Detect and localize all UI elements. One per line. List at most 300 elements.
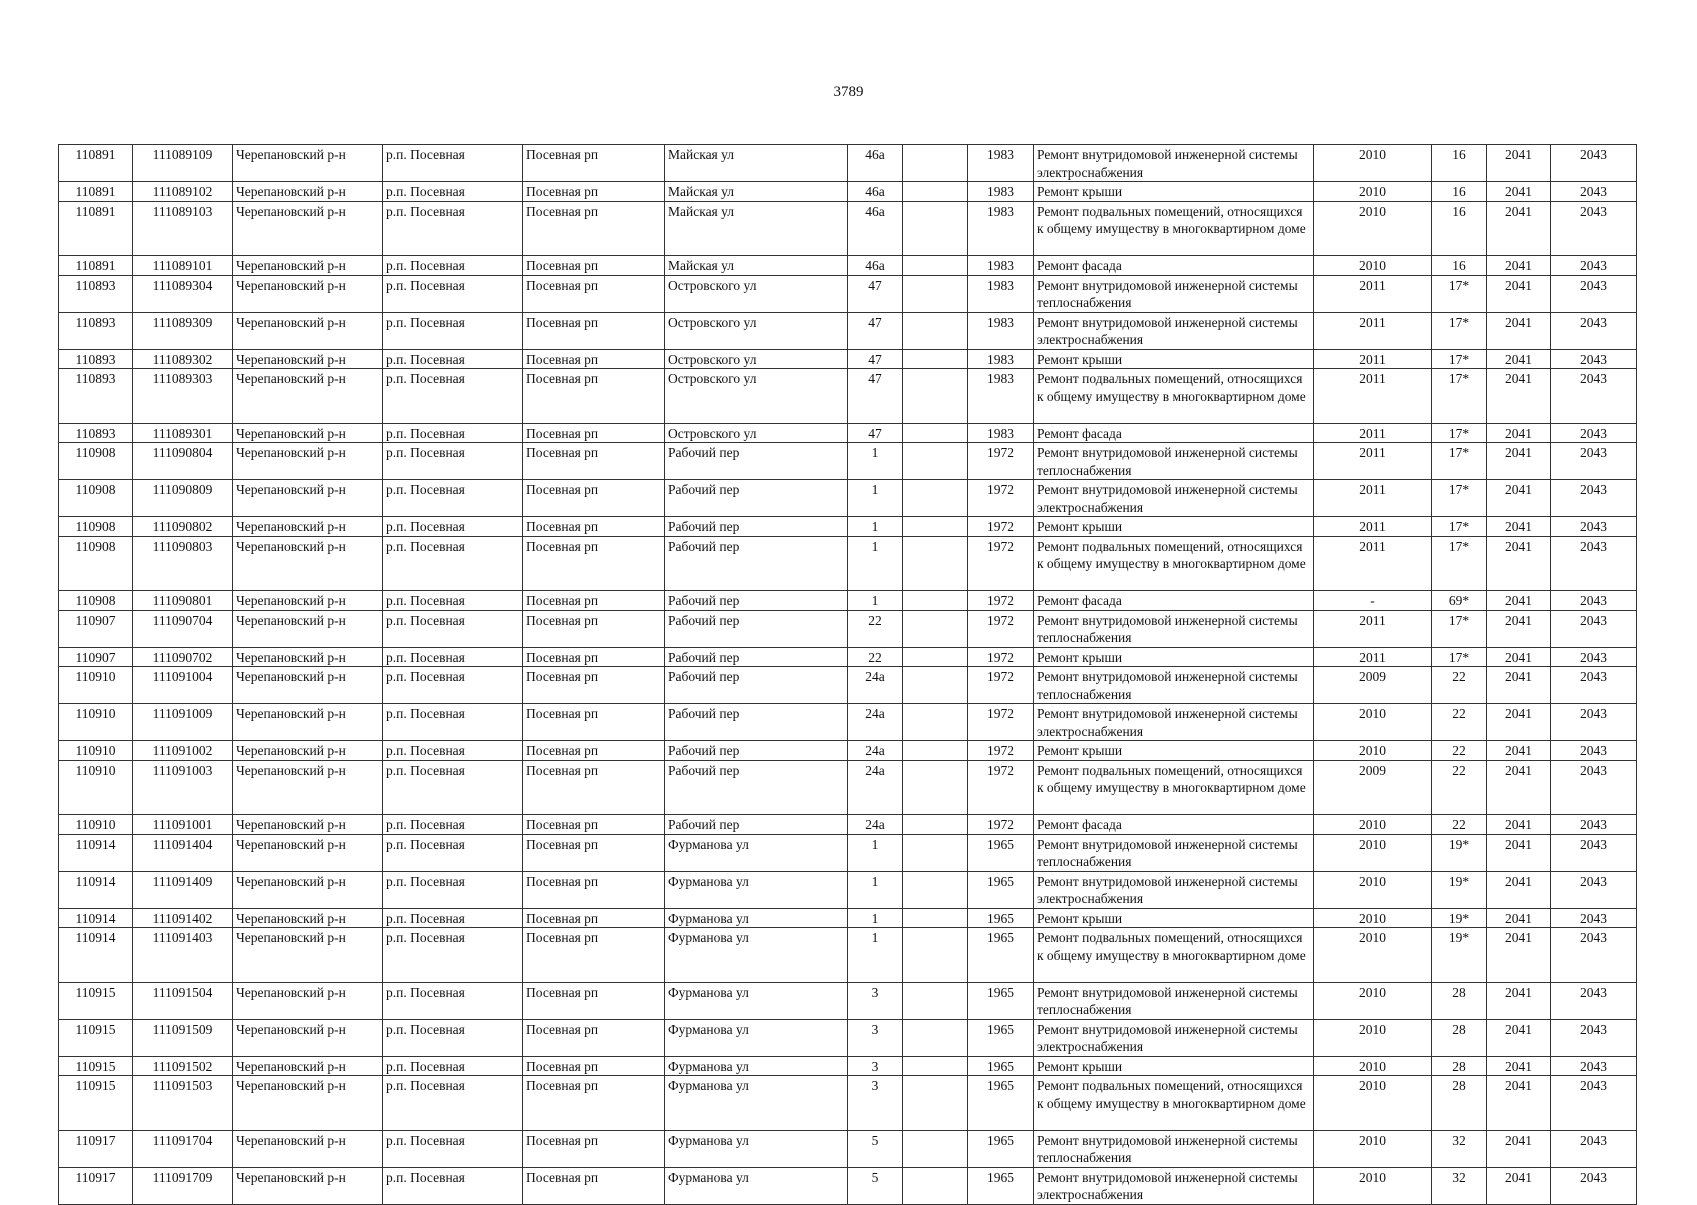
cell-locality: Посевная рп: [523, 647, 665, 667]
cell-district: Черепановский р-н: [233, 928, 383, 983]
cell-district: Черепановский р-н: [233, 667, 383, 704]
table-row: [59, 1167, 1637, 1204]
cell-street: Островского ул: [665, 423, 848, 443]
cell-street: Рабочий пер: [665, 647, 848, 667]
cell-settlement: р.п. Посевная: [383, 536, 523, 591]
cell-house-number: 47: [848, 349, 903, 369]
cell-last-repair-year: 2011: [1314, 275, 1432, 312]
cell-street: Майская ул: [665, 256, 848, 276]
cell-work-type: Ремонт внутридомовой инженерной системы электроснабжения: [1034, 480, 1314, 517]
cell-building: [903, 312, 968, 349]
cell-locality: Посевная рп: [523, 982, 665, 1019]
cell-last-repair-year: 2010: [1314, 928, 1432, 983]
cell-record-id: 110915: [59, 982, 133, 1019]
cell-street: Фурманова ул: [665, 834, 848, 871]
cell-plan-end-year: 2043: [1551, 536, 1637, 591]
cell-record-id: 110891: [59, 256, 133, 276]
cell-street: Майская ул: [665, 201, 848, 256]
cell-settlement: р.п. Посевная: [383, 871, 523, 908]
cell-settlement: р.п. Посевная: [383, 275, 523, 312]
cell-district: Черепановский р-н: [233, 591, 383, 611]
cell-locality: Посевная рп: [523, 815, 665, 835]
cell-settlement: р.п. Посевная: [383, 1019, 523, 1056]
cell-element-id: 111089103: [133, 201, 233, 256]
cell-last-repair-year: 2011: [1314, 443, 1432, 480]
cell-street: Островского ул: [665, 312, 848, 349]
cell-record-id: 110893: [59, 369, 133, 424]
cell-last-repair-year: 2010: [1314, 834, 1432, 871]
cell-work-type: Ремонт фасада: [1034, 591, 1314, 611]
cell-work-type: Ремонт фасада: [1034, 256, 1314, 276]
cell-plan-end-year: 2043: [1551, 704, 1637, 741]
cell-work-type: Ремонт внутридомовой инженерной системы электроснабжения: [1034, 871, 1314, 908]
cell-plan-start-year: 2041: [1487, 908, 1551, 928]
cell-locality: Посевная рп: [523, 741, 665, 761]
cell-street: Рабочий пер: [665, 591, 848, 611]
cell-last-repair-year: 2010: [1314, 982, 1432, 1019]
cell-wear-percent: 28: [1432, 1019, 1487, 1056]
cell-last-repair-year: 2009: [1314, 667, 1432, 704]
table-row: [59, 201, 1637, 256]
cell-element-id: 111089101: [133, 256, 233, 276]
table-row: [59, 908, 1637, 928]
table-row: [59, 667, 1637, 704]
cell-locality: Посевная рп: [523, 423, 665, 443]
cell-settlement: р.п. Посевная: [383, 647, 523, 667]
cell-locality: Посевная рп: [523, 1076, 665, 1131]
cell-settlement: р.п. Посевная: [383, 312, 523, 349]
cell-plan-start-year: 2041: [1487, 667, 1551, 704]
cell-year-built: 1965: [968, 1019, 1034, 1056]
cell-record-id: 110910: [59, 741, 133, 761]
cell-year-built: 1965: [968, 1056, 1034, 1076]
cell-wear-percent: 22: [1432, 667, 1487, 704]
cell-work-type: Ремонт крыши: [1034, 182, 1314, 202]
cell-year-built: 1965: [968, 928, 1034, 983]
cell-last-repair-year: 2010: [1314, 201, 1432, 256]
cell-wear-percent: 22: [1432, 760, 1487, 815]
cell-locality: Посевная рп: [523, 591, 665, 611]
cell-district: Черепановский р-н: [233, 312, 383, 349]
cell-locality: Посевная рп: [523, 443, 665, 480]
cell-last-repair-year: 2010: [1314, 256, 1432, 276]
cell-work-type: Ремонт подвальных помещений, относящихся к общему имуществу в многоквартирном доме: [1034, 1076, 1314, 1131]
cell-building: [903, 667, 968, 704]
cell-locality: Посевная рп: [523, 201, 665, 256]
table-row: [59, 1076, 1637, 1131]
cell-house-number: 1: [848, 908, 903, 928]
cell-settlement: р.п. Посевная: [383, 704, 523, 741]
cell-record-id: 110893: [59, 349, 133, 369]
cell-house-number: 1: [848, 517, 903, 537]
cell-district: Черепановский р-н: [233, 145, 383, 182]
cell-settlement: р.п. Посевная: [383, 423, 523, 443]
cell-building: [903, 480, 968, 517]
cell-plan-end-year: 2043: [1551, 647, 1637, 667]
cell-wear-percent: 32: [1432, 1130, 1487, 1167]
cell-building: [903, 760, 968, 815]
cell-street: Рабочий пер: [665, 536, 848, 591]
cell-plan-start-year: 2041: [1487, 610, 1551, 647]
cell-work-type: Ремонт внутридомовой инженерной системы электроснабжения: [1034, 1167, 1314, 1204]
cell-last-repair-year: 2010: [1314, 908, 1432, 928]
cell-plan-end-year: 2043: [1551, 1019, 1637, 1056]
cell-year-built: 1972: [968, 760, 1034, 815]
cell-locality: Посевная рп: [523, 517, 665, 537]
cell-house-number: 46а: [848, 182, 903, 202]
cell-settlement: р.п. Посевная: [383, 908, 523, 928]
cell-building: [903, 1019, 968, 1056]
cell-building: [903, 349, 968, 369]
page-number: 3789: [833, 84, 864, 100]
cell-element-id: 111089102: [133, 182, 233, 202]
cell-building: [903, 443, 968, 480]
cell-wear-percent: 19*: [1432, 834, 1487, 871]
cell-building: [903, 1167, 968, 1204]
cell-element-id: 111091003: [133, 760, 233, 815]
cell-plan-end-year: 2043: [1551, 741, 1637, 761]
cell-work-type: Ремонт внутридомовой инженерной системы теплоснабжения: [1034, 610, 1314, 647]
registry-body: [59, 145, 1637, 1205]
cell-element-id: 111091704: [133, 1130, 233, 1167]
cell-house-number: 1: [848, 443, 903, 480]
cell-district: Черепановский р-н: [233, 815, 383, 835]
cell-house-number: 1: [848, 536, 903, 591]
cell-plan-end-year: 2043: [1551, 423, 1637, 443]
cell-district: Черепановский р-н: [233, 480, 383, 517]
cell-locality: Посевная рп: [523, 610, 665, 647]
cell-last-repair-year: 2011: [1314, 312, 1432, 349]
cell-building: [903, 517, 968, 537]
cell-district: Черепановский р-н: [233, 423, 383, 443]
cell-plan-start-year: 2041: [1487, 182, 1551, 202]
cell-wear-percent: 17*: [1432, 423, 1487, 443]
cell-work-type: Ремонт внутридомовой инженерной системы теплоснабжения: [1034, 834, 1314, 871]
cell-wear-percent: 19*: [1432, 871, 1487, 908]
cell-building: [903, 423, 968, 443]
cell-element-id: 111091009: [133, 704, 233, 741]
cell-district: Черепановский р-н: [233, 647, 383, 667]
cell-plan-end-year: 2043: [1551, 275, 1637, 312]
cell-last-repair-year: 2010: [1314, 182, 1432, 202]
cell-street: Рабочий пер: [665, 741, 848, 761]
cell-house-number: 1: [848, 928, 903, 983]
cell-element-id: 111089109: [133, 145, 233, 182]
cell-work-type: Ремонт подвальных помещений, относящихся к общему имуществу в многоквартирном доме: [1034, 369, 1314, 424]
cell-building: [903, 256, 968, 276]
cell-house-number: 24а: [848, 667, 903, 704]
table-row: [59, 928, 1637, 983]
cell-element-id: 111090801: [133, 591, 233, 611]
cell-settlement: р.п. Посевная: [383, 741, 523, 761]
cell-street: Рабочий пер: [665, 517, 848, 537]
cell-plan-end-year: 2043: [1551, 591, 1637, 611]
cell-year-built: 1983: [968, 182, 1034, 202]
cell-plan-end-year: 2043: [1551, 610, 1637, 647]
cell-street: Рабочий пер: [665, 443, 848, 480]
cell-work-type: Ремонт крыши: [1034, 517, 1314, 537]
cell-element-id: 111089302: [133, 349, 233, 369]
cell-settlement: р.п. Посевная: [383, 145, 523, 182]
cell-plan-start-year: 2041: [1487, 928, 1551, 983]
cell-house-number: 46а: [848, 201, 903, 256]
cell-year-built: 1983: [968, 423, 1034, 443]
cell-year-built: 1983: [968, 145, 1034, 182]
cell-plan-end-year: 2043: [1551, 312, 1637, 349]
cell-record-id: 110893: [59, 423, 133, 443]
cell-work-type: Ремонт подвальных помещений, относящихся к общему имуществу в многоквартирном доме: [1034, 201, 1314, 256]
cell-year-built: 1983: [968, 201, 1034, 256]
cell-plan-start-year: 2041: [1487, 480, 1551, 517]
cell-settlement: р.п. Посевная: [383, 815, 523, 835]
table-row: [59, 610, 1637, 647]
cell-settlement: р.п. Посевная: [383, 760, 523, 815]
cell-plan-end-year: 2043: [1551, 815, 1637, 835]
cell-plan-start-year: 2041: [1487, 1076, 1551, 1131]
cell-plan-start-year: 2041: [1487, 1056, 1551, 1076]
cell-plan-start-year: 2041: [1487, 201, 1551, 256]
cell-building: [903, 871, 968, 908]
cell-district: Черепановский р-н: [233, 704, 383, 741]
cell-building: [903, 610, 968, 647]
cell-work-type: Ремонт внутридомовой инженерной системы теплоснабжения: [1034, 443, 1314, 480]
cell-street: Фурманова ул: [665, 871, 848, 908]
cell-street: Рабочий пер: [665, 704, 848, 741]
cell-building: [903, 201, 968, 256]
cell-plan-end-year: 2043: [1551, 1130, 1637, 1167]
cell-building: [903, 1076, 968, 1131]
cell-year-built: 1983: [968, 275, 1034, 312]
cell-street: Рабочий пер: [665, 760, 848, 815]
cell-district: Черепановский р-н: [233, 1167, 383, 1204]
cell-record-id: 110891: [59, 145, 133, 182]
cell-last-repair-year: 2010: [1314, 741, 1432, 761]
cell-locality: Посевная рп: [523, 182, 665, 202]
cell-house-number: 1: [848, 591, 903, 611]
cell-plan-start-year: 2041: [1487, 312, 1551, 349]
table-row: [59, 443, 1637, 480]
cell-element-id: 111091503: [133, 1076, 233, 1131]
cell-year-built: 1983: [968, 312, 1034, 349]
cell-year-built: 1983: [968, 369, 1034, 424]
cell-record-id: 110891: [59, 182, 133, 202]
cell-wear-percent: 16: [1432, 201, 1487, 256]
cell-wear-percent: 17*: [1432, 480, 1487, 517]
cell-work-type: Ремонт внутридомовой инженерной системы электроснабжения: [1034, 1019, 1314, 1056]
cell-last-repair-year: 2010: [1314, 704, 1432, 741]
cell-wear-percent: 69*: [1432, 591, 1487, 611]
cell-year-built: 1983: [968, 256, 1034, 276]
cell-work-type: Ремонт внутридомовой инженерной системы электроснабжения: [1034, 145, 1314, 182]
cell-record-id: 110893: [59, 275, 133, 312]
cell-work-type: Ремонт крыши: [1034, 349, 1314, 369]
cell-plan-end-year: 2043: [1551, 871, 1637, 908]
cell-element-id: 111090803: [133, 536, 233, 591]
cell-plan-start-year: 2041: [1487, 704, 1551, 741]
table-row: [59, 349, 1637, 369]
cell-element-id: 111089301: [133, 423, 233, 443]
cell-record-id: 110907: [59, 647, 133, 667]
cell-record-id: 110893: [59, 312, 133, 349]
cell-building: [903, 182, 968, 202]
cell-last-repair-year: 2011: [1314, 423, 1432, 443]
cell-plan-end-year: 2043: [1551, 667, 1637, 704]
cell-year-built: 1965: [968, 834, 1034, 871]
cell-locality: Посевная рп: [523, 1056, 665, 1076]
cell-element-id: 111091404: [133, 834, 233, 871]
cell-last-repair-year: 2011: [1314, 610, 1432, 647]
cell-work-type: Ремонт внутридомовой инженерной системы теплоснабжения: [1034, 275, 1314, 312]
cell-plan-end-year: 2043: [1551, 256, 1637, 276]
cell-record-id: 110910: [59, 704, 133, 741]
cell-street: Майская ул: [665, 145, 848, 182]
cell-settlement: р.п. Посевная: [383, 1056, 523, 1076]
cell-plan-end-year: 2043: [1551, 201, 1637, 256]
cell-house-number: 3: [848, 1019, 903, 1056]
cell-last-repair-year: 2010: [1314, 1019, 1432, 1056]
cell-year-built: 1972: [968, 704, 1034, 741]
cell-house-number: 22: [848, 647, 903, 667]
cell-plan-end-year: 2043: [1551, 1056, 1637, 1076]
cell-district: Черепановский р-н: [233, 369, 383, 424]
cell-house-number: 46а: [848, 256, 903, 276]
table-row: [59, 1056, 1637, 1076]
cell-plan-end-year: 2043: [1551, 982, 1637, 1019]
cell-locality: Посевная рп: [523, 369, 665, 424]
cell-district: Черепановский р-н: [233, 182, 383, 202]
cell-last-repair-year: 2011: [1314, 517, 1432, 537]
cell-wear-percent: 17*: [1432, 312, 1487, 349]
cell-house-number: 24а: [848, 815, 903, 835]
cell-building: [903, 369, 968, 424]
cell-record-id: 110908: [59, 591, 133, 611]
cell-last-repair-year: 2010: [1314, 1167, 1432, 1204]
table-row: [59, 760, 1637, 815]
table-row: [59, 834, 1637, 871]
cell-street: Майская ул: [665, 182, 848, 202]
cell-wear-percent: 17*: [1432, 275, 1487, 312]
cell-district: Черепановский р-н: [233, 760, 383, 815]
cell-settlement: р.п. Посевная: [383, 349, 523, 369]
cell-record-id: 110917: [59, 1130, 133, 1167]
cell-element-id: 111091409: [133, 871, 233, 908]
cell-street: Островского ул: [665, 349, 848, 369]
cell-year-built: 1972: [968, 480, 1034, 517]
cell-plan-start-year: 2041: [1487, 1130, 1551, 1167]
cell-street: Фурманова ул: [665, 1130, 848, 1167]
cell-district: Черепановский р-н: [233, 256, 383, 276]
cell-year-built: 1972: [968, 647, 1034, 667]
cell-district: Черепановский р-н: [233, 741, 383, 761]
cell-last-repair-year: 2010: [1314, 871, 1432, 908]
table-row: [59, 312, 1637, 349]
cell-work-type: Ремонт фасада: [1034, 423, 1314, 443]
cell-work-type: Ремонт внутридомовой инженерной системы теплоснабжения: [1034, 667, 1314, 704]
cell-wear-percent: 16: [1432, 182, 1487, 202]
cell-settlement: р.п. Посевная: [383, 201, 523, 256]
cell-street: Фурманова ул: [665, 982, 848, 1019]
cell-house-number: 5: [848, 1130, 903, 1167]
cell-work-type: Ремонт подвальных помещений, относящихся к общему имуществу в многоквартирном доме: [1034, 536, 1314, 591]
cell-building: [903, 536, 968, 591]
cell-plan-start-year: 2041: [1487, 1019, 1551, 1056]
cell-element-id: 111091402: [133, 908, 233, 928]
cell-record-id: 110914: [59, 834, 133, 871]
cell-house-number: 3: [848, 1076, 903, 1131]
cell-settlement: р.п. Посевная: [383, 591, 523, 611]
cell-wear-percent: 17*: [1432, 610, 1487, 647]
cell-last-repair-year: 2010: [1314, 1056, 1432, 1076]
cell-record-id: 110908: [59, 536, 133, 591]
cell-last-repair-year: 2009: [1314, 760, 1432, 815]
cell-element-id: 111090804: [133, 443, 233, 480]
cell-element-id: 111091001: [133, 815, 233, 835]
cell-building: [903, 145, 968, 182]
cell-year-built: 1965: [968, 908, 1034, 928]
cell-house-number: 24а: [848, 704, 903, 741]
cell-plan-start-year: 2041: [1487, 1167, 1551, 1204]
cell-element-id: 111090809: [133, 480, 233, 517]
cell-settlement: р.п. Посевная: [383, 369, 523, 424]
cell-record-id: 110908: [59, 443, 133, 480]
cell-work-type: Ремонт крыши: [1034, 908, 1314, 928]
cell-work-type: Ремонт внутридомовой инженерной системы электроснабжения: [1034, 312, 1314, 349]
cell-plan-end-year: 2043: [1551, 928, 1637, 983]
cell-record-id: 110914: [59, 871, 133, 908]
cell-locality: Посевная рп: [523, 349, 665, 369]
cell-district: Черепановский р-н: [233, 201, 383, 256]
table-row: [59, 256, 1637, 276]
cell-district: Черепановский р-н: [233, 1019, 383, 1056]
cell-plan-end-year: 2043: [1551, 443, 1637, 480]
cell-settlement: р.п. Посевная: [383, 517, 523, 537]
cell-element-id: 111089309: [133, 312, 233, 349]
cell-building: [903, 982, 968, 1019]
cell-plan-end-year: 2043: [1551, 517, 1637, 537]
cell-building: [903, 834, 968, 871]
cell-year-built: 1972: [968, 443, 1034, 480]
cell-work-type: Ремонт внутридомовой инженерной системы электроснабжения: [1034, 704, 1314, 741]
cell-wear-percent: 17*: [1432, 536, 1487, 591]
cell-building: [903, 1130, 968, 1167]
cell-wear-percent: 17*: [1432, 349, 1487, 369]
cell-plan-start-year: 2041: [1487, 647, 1551, 667]
cell-plan-end-year: 2043: [1551, 182, 1637, 202]
cell-street: Фурманова ул: [665, 928, 848, 983]
cell-record-id: 110914: [59, 928, 133, 983]
cell-record-id: 110915: [59, 1019, 133, 1056]
cell-house-number: 47: [848, 369, 903, 424]
cell-plan-start-year: 2041: [1487, 145, 1551, 182]
cell-year-built: 1972: [968, 610, 1034, 647]
cell-plan-end-year: 2043: [1551, 145, 1637, 182]
cell-wear-percent: 17*: [1432, 517, 1487, 537]
cell-locality: Посевная рп: [523, 256, 665, 276]
cell-locality: Посевная рп: [523, 704, 665, 741]
cell-plan-start-year: 2041: [1487, 423, 1551, 443]
cell-locality: Посевная рп: [523, 667, 665, 704]
cell-element-id: 111089303: [133, 369, 233, 424]
cell-work-type: Ремонт внутридомовой инженерной системы теплоснабжения: [1034, 982, 1314, 1019]
cell-settlement: р.п. Посевная: [383, 480, 523, 517]
cell-record-id: 110917: [59, 1167, 133, 1204]
registry-table: [58, 144, 1637, 1205]
cell-year-built: 1965: [968, 982, 1034, 1019]
table-row: [59, 815, 1637, 835]
cell-house-number: 22: [848, 610, 903, 647]
table-row: [59, 591, 1637, 611]
cell-record-id: 110891: [59, 201, 133, 256]
